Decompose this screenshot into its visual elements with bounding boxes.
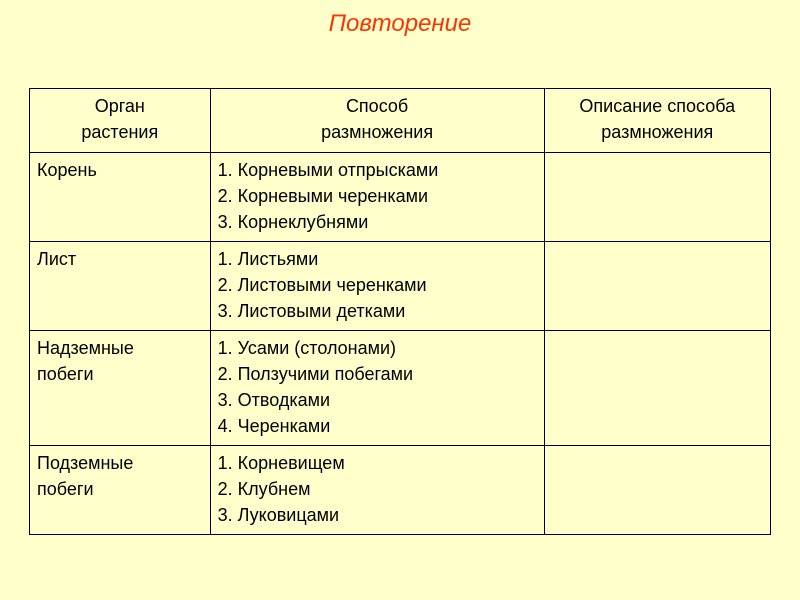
method-item: 3. Корнеклубнями: [217, 212, 369, 232]
method-item: 3. Листовыми детками: [217, 301, 406, 321]
header-description-line: размножения: [601, 122, 714, 142]
description-cell: [544, 331, 770, 446]
table-row: [30, 331, 771, 446]
description-cell: [544, 242, 770, 331]
table-row: [30, 242, 771, 331]
organ-cell: [30, 331, 211, 446]
method-item: 1. Листьями: [217, 249, 319, 269]
description-cell: [544, 446, 770, 535]
method-item: 1. Усами (столонами): [217, 338, 397, 358]
header-description-line: Описание способа: [579, 96, 736, 116]
table-row: [30, 153, 771, 242]
method-item: 4. Черенками: [217, 416, 331, 436]
organ-cell: [30, 446, 211, 535]
methods-cell: [210, 242, 544, 331]
table-header-row: [30, 89, 771, 153]
method-item: 3. Луковицами: [217, 505, 340, 525]
method-item: 3. Отводками: [217, 390, 331, 410]
header-method: [210, 89, 544, 153]
description-cell: [544, 153, 770, 242]
table-row: [30, 446, 771, 535]
method-item: 2. Ползучими побегами: [217, 364, 414, 384]
header-method-line: Способ: [345, 96, 409, 116]
page-title: Повторение: [328, 10, 472, 37]
header-organ-line: Орган: [94, 96, 145, 116]
organ-name: Подземные: [37, 453, 134, 473]
organ-name: Корень: [37, 160, 97, 180]
organ-name: побеги: [37, 479, 94, 499]
methods-cell: [210, 153, 544, 242]
organ-name: Надземные: [37, 338, 134, 358]
methods-cell: [210, 446, 544, 535]
reproduction-table: [29, 88, 771, 535]
method-item: 1. Корневищем: [217, 453, 345, 473]
header-method-line: размножения: [321, 122, 434, 142]
method-item: 2. Листовыми черенками: [217, 275, 427, 295]
method-item: 2. Корневыми черенками: [217, 186, 429, 206]
organ-name: Лист: [37, 249, 77, 269]
organ-cell: [30, 153, 211, 242]
header-organ-line: растения: [81, 122, 159, 142]
header-organ: [30, 89, 211, 153]
organ-name: побеги: [37, 364, 94, 384]
header-description: [544, 89, 770, 153]
organ-cell: [30, 242, 211, 331]
method-item: 2. Клубнем: [217, 479, 311, 499]
method-item: 1. Корневыми отпрысками: [217, 160, 439, 180]
methods-cell: [210, 331, 544, 446]
